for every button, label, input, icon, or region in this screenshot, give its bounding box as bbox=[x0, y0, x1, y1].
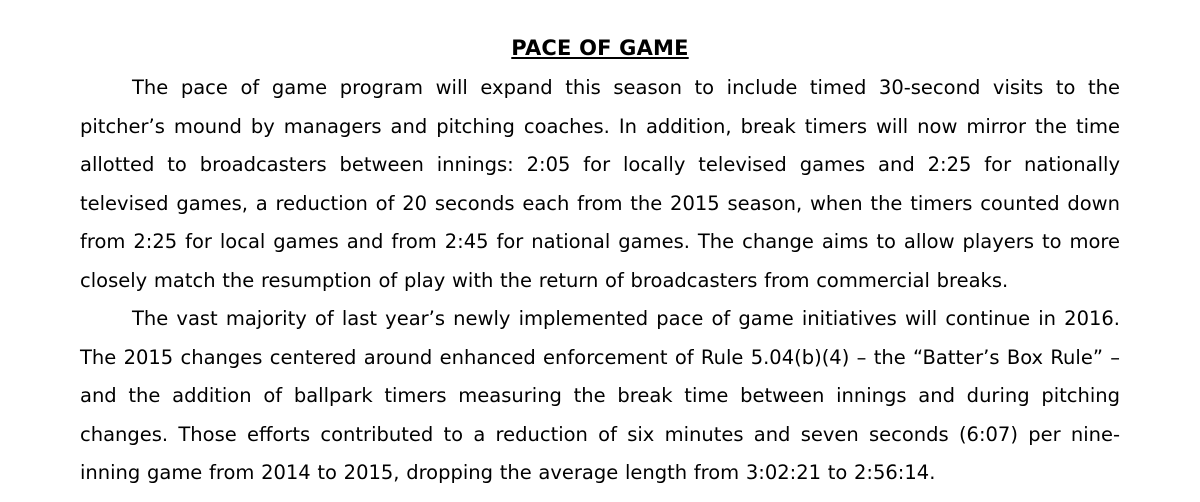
paragraph-pace-of-game-expansion: The pace of game program will expand this season to include timed 30-second visits to the pitcher’s mound by managers and pitching coaches. In addition, break timers will now mirror the time allotted to broadcasters between innings: 2:05 for locally televised games and 2:25 for nationally televised games, a reduction of 20 seconds each from the 2015 season, when the timers counted down from 2:25 for local games and from 2:45 for national games. The change aims to allow players to more closely match the resumption of play with the return of broadcasters from commercial breaks. bbox=[80, 76, 1120, 292]
page-title: PACE OF GAME bbox=[511, 36, 689, 60]
paragraph-2015-initiatives: The vast majority of last year’s newly implemented pace of game initiatives will continue in 2016. The 2015 changes centered around enhanced enforcement of Rule 5.04(b)(4) – the “Batter’s Box Rule” – and the addition of ballpark timers measuring the break time between innings and during pitching changes. Those efforts contributed to a reduction of six minutes and seven seconds (6:07) per nine-inning game from 2014 to 2015, dropping the average length from 3:02:21 to 2:56:14. bbox=[80, 307, 1120, 485]
